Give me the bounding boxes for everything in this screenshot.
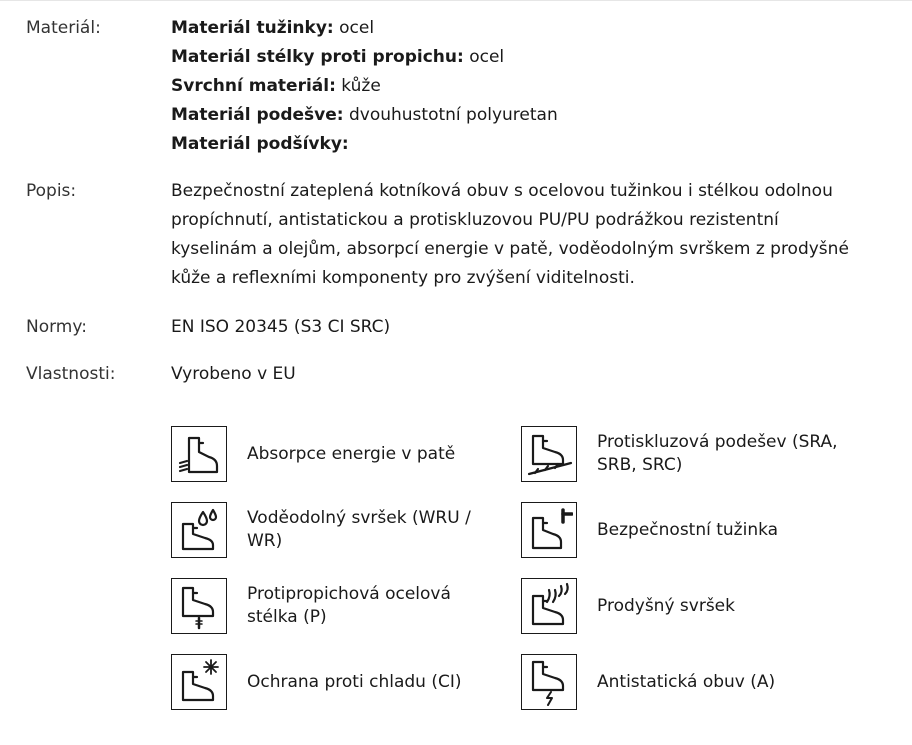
feature-text: Bezpečnostní tužinka bbox=[597, 519, 779, 540]
material-item bbox=[171, 130, 861, 159]
feature-text: Antistatická obuv (A) bbox=[597, 671, 776, 692]
puncture-resistant-insole-icon bbox=[171, 578, 227, 634]
cold-insulation-icon bbox=[171, 654, 227, 710]
material-item bbox=[171, 101, 861, 130]
material-item-value: ocel bbox=[463, 47, 505, 67]
material-item-key: Materiál tužinky: bbox=[171, 18, 334, 38]
feature-item bbox=[171, 578, 501, 638]
material-item-key: Materiál podešve: bbox=[171, 105, 344, 125]
antistatic-footwear-icon bbox=[521, 654, 577, 710]
properties-value: Vyrobeno v EU bbox=[171, 364, 296, 384]
feature-item bbox=[521, 578, 851, 638]
material-label: Materiál: bbox=[26, 18, 101, 38]
material-item bbox=[171, 72, 861, 101]
description-text: Bezpečnostní zateplená kotníková obuv s ocelovou tužinkou i stélkou odolnou propíchnutí, antistatickou a protiskluzovou PU/PU podrážkou rezistentní kyselinám a olejům, absorpcí energie v patě, voděodolným svrškem z prodyšné kůže a reflexními komponenty pro zvýšení viditelnosti. bbox=[171, 181, 849, 288]
feature-text: Prodyšný svršek bbox=[597, 595, 735, 616]
feature-text: Voděodolný svršek (WRU / WR) bbox=[247, 508, 471, 551]
material-item bbox=[171, 14, 861, 43]
top-divider bbox=[0, 0, 912, 1]
properties-label: Vlastnosti: bbox=[26, 364, 116, 384]
feature-item bbox=[521, 426, 851, 486]
material-item bbox=[171, 43, 861, 72]
norms-value: EN ISO 20345 (S3 CI SRC) bbox=[171, 317, 391, 337]
heel-energy-absorption-icon bbox=[171, 426, 227, 482]
waterproof-upper-icon bbox=[171, 502, 227, 558]
feature-text: Absorpce energie v patě bbox=[247, 443, 456, 464]
feature-text: Protiskluzová podešev (SRA, SRB, SRC) bbox=[597, 432, 838, 475]
material-item-key: Materiál podšívky: bbox=[171, 134, 349, 154]
safety-toecap-icon bbox=[521, 502, 577, 558]
material-item-value: kůže bbox=[335, 76, 381, 96]
feature-text: Ochrana proti chladu (CI) bbox=[247, 671, 462, 692]
feature-text: Protipropichová ocelová stélka (P) bbox=[247, 584, 451, 627]
feature-item bbox=[521, 502, 851, 562]
material-item-key: Materiál stélky proti propichu: bbox=[171, 47, 464, 67]
description-label: Popis: bbox=[26, 181, 77, 201]
material-item-key: Svrchní materiál: bbox=[171, 76, 336, 96]
material-item-value: dvouhustotní polyuretan bbox=[343, 105, 558, 125]
norms-label: Normy: bbox=[26, 317, 87, 337]
feature-item bbox=[171, 426, 501, 486]
material-item-value: ocel bbox=[333, 18, 375, 38]
slip-resistant-sole-icon bbox=[521, 426, 577, 482]
breathable-upper-icon bbox=[521, 578, 577, 634]
feature-item bbox=[521, 654, 851, 714]
feature-item bbox=[171, 654, 501, 714]
feature-item bbox=[171, 502, 501, 562]
material-list bbox=[171, 14, 861, 159]
